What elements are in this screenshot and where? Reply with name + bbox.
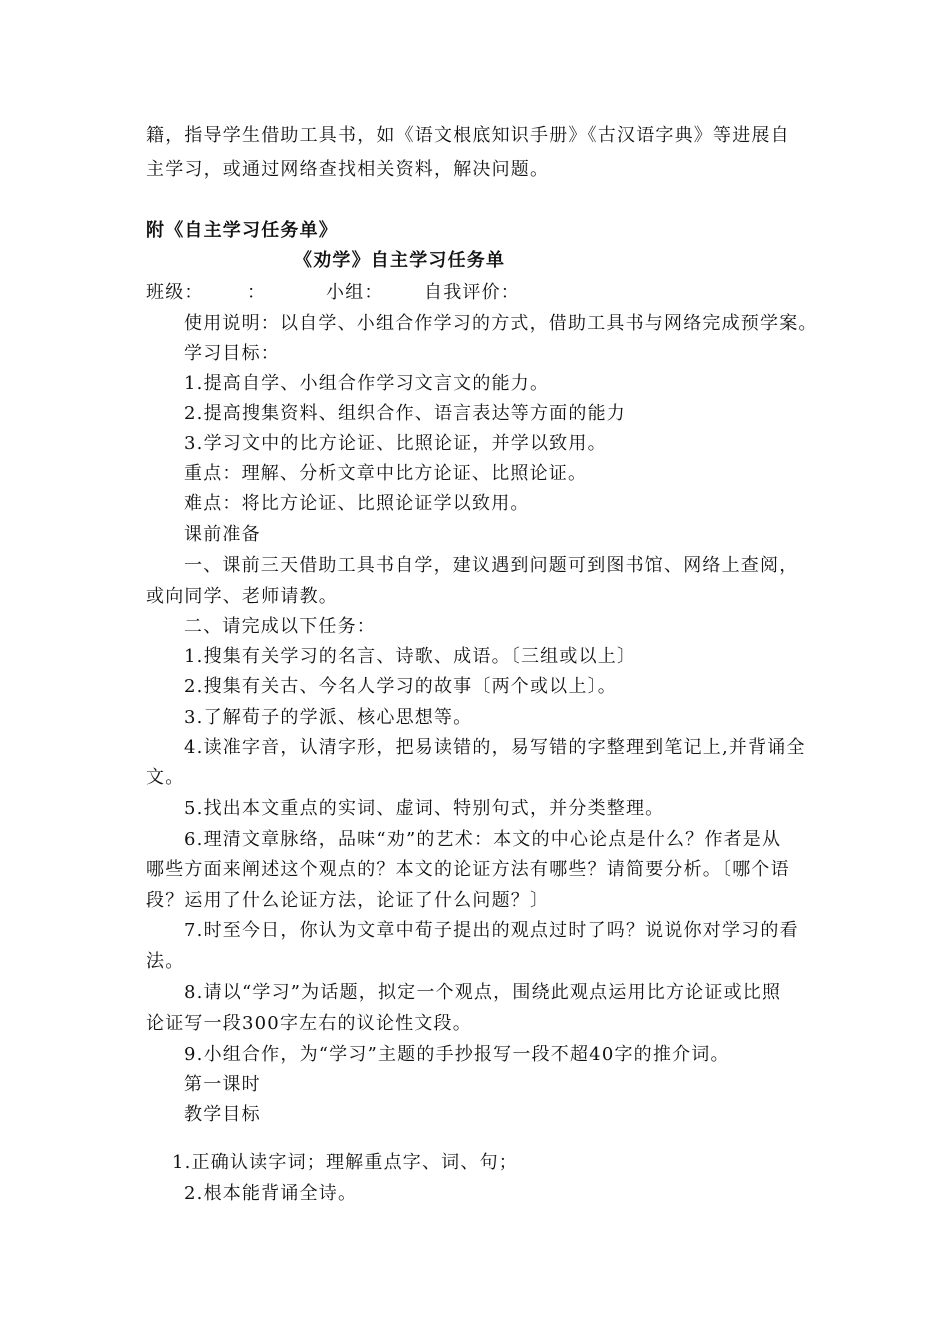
class-label: 班级： bbox=[146, 282, 204, 303]
difficulty-point: 难点：将比方论证、比照论证学以致用。 bbox=[184, 493, 530, 514]
teaching-goal-item: 2.根本能背诵全诗。 bbox=[184, 1183, 358, 1204]
prep-item: 二、请完成以下任务： bbox=[184, 616, 376, 637]
appendix-heading: 附《自主学习任务单》 bbox=[146, 220, 338, 241]
teaching-goals-heading: 教学目标 bbox=[184, 1104, 261, 1125]
task-item: 4.读准字音，认清字形，把易读错的，易写错的字整理到笔记上,并背诵全 bbox=[184, 737, 806, 758]
learning-goal-item: 2.提高搜集资料、组织合作、语言表达等方面的能力 bbox=[184, 403, 626, 424]
task-item: 7.时至今日，你认为文章中荀子提出的观点过时了吗？说说你对学习的看 bbox=[184, 920, 799, 941]
learning-goal-item: 1.提高自学、小组合作学习文言文的能力。 bbox=[184, 373, 550, 394]
learning-goal-item: 3.学习文中的比方论证、比照论证，并学以致用。 bbox=[184, 433, 607, 454]
task-item: 段？运用了什么论证方法，论证了什么问题？〕 bbox=[146, 890, 550, 911]
task-item: 2.搜集有关古、今名人学习的故事〔两个或以上〕。 bbox=[184, 676, 617, 697]
learning-goals-heading: 学习目标： bbox=[184, 343, 280, 364]
task-item: 9.小组合作，为“学习”主题的手抄报写一段不超40字的推介词。 bbox=[184, 1044, 730, 1065]
task-item: 论证写一段300字左右的议论性文段。 bbox=[146, 1013, 472, 1034]
task-item: 6.理清文章脉络，品味“劝”的艺术：本文的中心论点是什么？作者是从 bbox=[184, 829, 782, 850]
task-item: 3.了解荀子的学派、核心思想等。 bbox=[184, 707, 473, 728]
prep-item: 一、课前三天借助工具书自学，建议遇到问题可到图书馆、网络上查阅， bbox=[184, 555, 799, 576]
prep-item: 或向同学、老师请教。 bbox=[146, 586, 338, 607]
prep-heading: 课前准备 bbox=[184, 524, 261, 545]
teaching-goal-item: 1.正确认读字词；理解重点字、词、句； bbox=[172, 1152, 518, 1173]
usage-instructions: 使用说明：以自学、小组合作学习的方式，借助工具书与网络完成预学案。 bbox=[184, 313, 818, 334]
self-evaluation-label: 自我评价： bbox=[424, 282, 520, 303]
key-point: 重点：理解、分析文章中比方论证、比照论证。 bbox=[184, 463, 588, 484]
lesson-heading: 第一课时 bbox=[184, 1074, 261, 1095]
task-item: 5.找出本文重点的实词、虚词、特别句式，并分类整理。 bbox=[184, 798, 665, 819]
group-label: 小组： bbox=[326, 282, 384, 303]
task-item: 8.请以“学习”为话题，拟定一个观点，围绕此观点运用比方论证或比照 bbox=[184, 982, 782, 1003]
task-item: 1.搜集有关学习的名言、诗歌、成语。〔三组或以上〕 bbox=[184, 646, 637, 667]
task-item: 法。 bbox=[146, 951, 185, 972]
paragraph-line: 主学习，或通过网络查找相关资料，解决问题。 bbox=[146, 159, 550, 180]
paragraph-line: 籍，指导学生借助工具书，如《语文根底知识手册》《古汉语字典》等进展自 bbox=[146, 125, 790, 146]
colon-label: ： bbox=[247, 282, 267, 303]
task-item: 文。 bbox=[146, 767, 185, 788]
task-item: 哪些方面来阐述这个观点的？本文的论证方法有哪些？请简要分析。〔哪个语 bbox=[146, 859, 790, 880]
worksheet-title: 《劝学》自主学习任务单 bbox=[294, 250, 506, 271]
